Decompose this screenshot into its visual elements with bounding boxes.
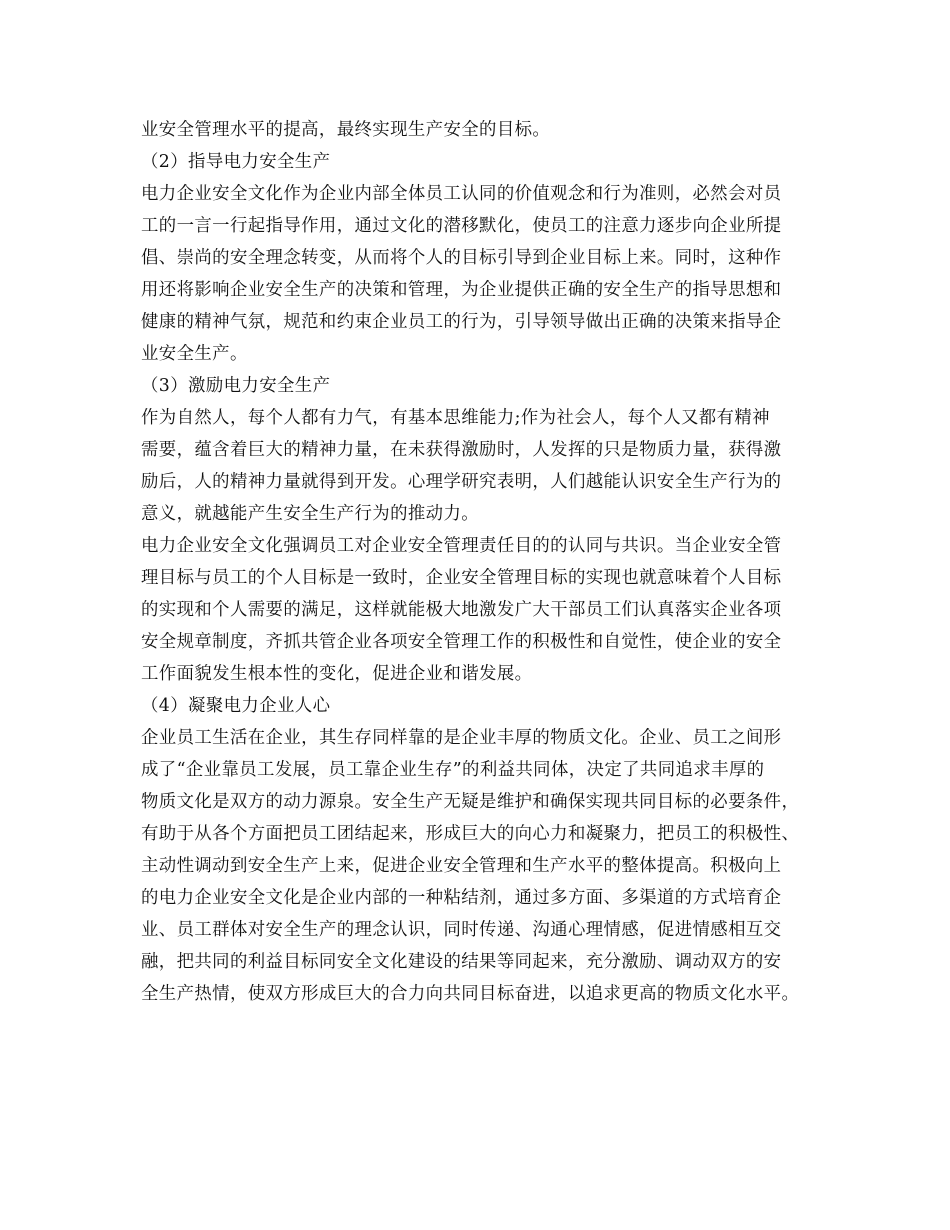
text-line: 业安全生产。 [141,344,248,364]
section-heading-2: （2）指导电力安全生产 [141,152,331,172]
text-line: 主动性调动到安全生产上来，促进企业安全管理和生产水平的整体提高。积极向上 [141,856,782,876]
text-line: 倡、崇尚的安全理念转变，从而将个人的目标引导到企业目标上来。同时，这种作 [141,248,782,268]
text-line: 电力企业安全文化强调员工对企业安全管理责任目的的认同与共识。当企业安全管 [141,536,782,556]
text-line: 业安全管理水平的提高，最终实现生产安全的目标。 [141,120,551,140]
text-line: 作为自然人，每个人都有力气，有基本思维能力;作为社会人，每个人又都有精神 [141,408,770,428]
text-line: 的电力企业安全文化是企业内部的一种粘结剂，通过多方面、多渠道的方式培育企 [141,888,782,908]
text-line: 需要，蕴含着巨大的精神力量，在未获得激励时，人发挥的只是物质力量，获得激 [141,440,782,460]
text-line: 有助于从各个方面把员工团结起来，形成巨大的向心力和凝聚力，把员工的积极性、 [141,824,800,844]
document-body [141,114,831,1010]
text-line: 励后，人的精神力量就得到开发。心理学研究表明，人们越能认识安全生产行为的 [141,472,782,492]
text-line: 安全规章制度，齐抓共管企业各项安全管理工作的积极性和自觉性，使企业的安全 [141,632,782,652]
text-line: 电力企业安全文化作为企业内部全体员工认同的价值观念和行为准则，必然会对员 [141,184,782,204]
text-line: 的实现和个人需要的满足，这样就能极大地激发广大干部员工们认真落实企业各项 [141,600,782,620]
text-line: 业、员工群体对安全生产的理念认识，同时传递、沟通心理情感，促进情感相互交 [141,920,782,940]
text-line: 物质文化是双方的动力源泉。安全生产无疑是维护和确保实现共同目标的必要条件， [141,792,800,812]
text-line: 用还将影响企业安全生产的决策和管理，为企业提供正确的安全生产的指导思想和 [141,280,782,300]
text-line: 工的一言一行起指导作用，通过文化的潜移默化，使员工的注意力逐步向企业所提 [141,216,782,236]
text-line: 健康的精神气氛，规范和约束企业员工的行为，引导领导做出正确的决策来指导企 [141,312,782,332]
text-line: 意义，就越能产生安全生产行为的推动力。 [141,504,480,524]
text-line: 全生产热情，使双方形成巨大的合力向共同目标奋进，以追求更高的物质文化水平。 [141,984,800,1004]
section-heading-3: （3）激励电力安全生产 [141,376,331,396]
text-line: 企业员工生活在企业，其生存同样靠的是企业丰厚的物质文化。企业、员工之间形 [141,728,782,748]
text-line: 工作面貌发生根本性的变化，促进企业和谐发展。 [141,664,533,684]
text-line: 融，把共同的利益目标同安全文化建设的结果等同起来，充分激励、调动双方的安 [141,952,782,972]
text-line: 理目标与员工的个人目标是一致时，企业安全管理目标的实现也就意味着个人目标 [141,568,782,588]
text-line: 成了“企业靠员工发展，员工靠企业生存”的利益共同体，决定了共同追求丰厚的 [141,760,765,780]
section-heading-4: （4）凝聚电力企业人心 [141,696,331,716]
